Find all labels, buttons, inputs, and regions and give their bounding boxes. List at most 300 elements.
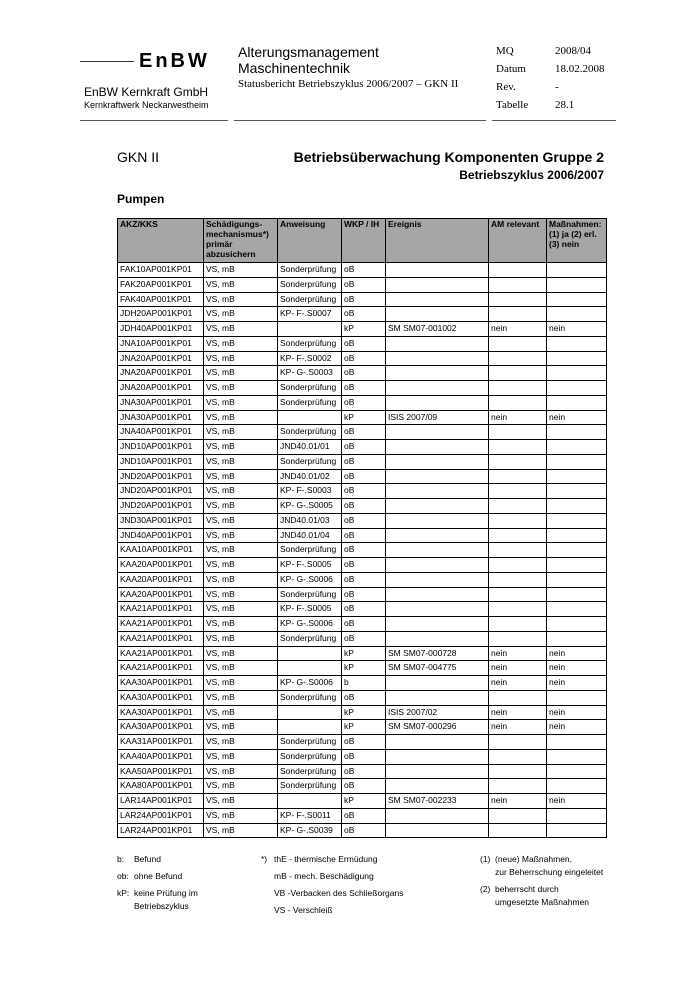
table-cell: JND20AP001KP01 [118, 469, 204, 484]
table-cell [489, 469, 547, 484]
table-cell: JND20AP001KP01 [118, 484, 204, 499]
table-cell: KP- G-.S0003 [278, 366, 342, 381]
table-cell [386, 513, 489, 528]
table-cell: JND20AP001KP01 [118, 499, 204, 514]
table-cell: nein [547, 661, 607, 676]
table-cell: oB [342, 499, 386, 514]
table-cell: Sonderprüfung [278, 292, 342, 307]
document-title [238, 44, 379, 76]
table-cell: JND40.01/03 [278, 513, 342, 528]
table-cell [489, 602, 547, 617]
table-cell: JND40.01/02 [278, 469, 342, 484]
table-cell [386, 440, 489, 455]
table-row [118, 779, 607, 794]
table-row [118, 292, 607, 307]
table-cell [386, 764, 489, 779]
table-cell: Sonderprüfung [278, 735, 342, 750]
table-row [118, 366, 607, 381]
table-cell: Sonderprüfung [278, 779, 342, 794]
table-cell: Sonderprüfung [278, 395, 342, 410]
table-cell [386, 823, 489, 838]
table-cell [489, 336, 547, 351]
table-cell [547, 602, 607, 617]
table-cell: oB [342, 749, 386, 764]
table-cell: nein [547, 705, 607, 720]
legend-text-line: beherrscht durch [495, 884, 559, 894]
table-row [118, 410, 607, 425]
meta-label: Tabelle [496, 99, 529, 111]
table-cell [278, 646, 342, 661]
table-row [118, 572, 607, 587]
table-cell: oB [342, 469, 386, 484]
table-cell [547, 440, 607, 455]
table-cell: oB [342, 617, 386, 632]
table-cell: oB [342, 381, 386, 396]
table-cell: SM SM07-002233 [386, 794, 489, 809]
table-cell [547, 277, 607, 292]
table-cell [547, 823, 607, 838]
meta-value: 28.1 [555, 99, 575, 111]
table-cell: KAA20AP001KP01 [118, 558, 204, 573]
table-cell: nein [489, 410, 547, 425]
table-row [118, 263, 607, 278]
legend-item [480, 853, 603, 879]
table-cell: KAA21AP001KP01 [118, 661, 204, 676]
column-header: Maßnahmen: (1) ja (2) erl. (3) nein [547, 219, 607, 263]
table-cell: KP- F-.S0002 [278, 351, 342, 366]
enbw-logo: EnBW [139, 50, 210, 72]
table-cell: nein [547, 646, 607, 661]
table-cell [386, 307, 489, 322]
table-cell [489, 823, 547, 838]
meta-label: MQ [496, 45, 514, 57]
table-cell: KAA50AP001KP01 [118, 764, 204, 779]
table-cell [489, 440, 547, 455]
table-cell: SM SM07-000728 [386, 646, 489, 661]
table-cell [386, 484, 489, 499]
legend-item [261, 887, 403, 900]
table-cell: Sonderprüfung [278, 543, 342, 558]
table-row [118, 676, 607, 691]
table-cell: VS, mB [204, 631, 278, 646]
table-cell: Sonderprüfung [278, 454, 342, 469]
table-cell: oB [342, 779, 386, 794]
table-cell: nein [489, 705, 547, 720]
column-header: Schädigungs-mechanismus*) primär abzusichern [204, 219, 278, 263]
table-cell [547, 749, 607, 764]
table-cell [386, 631, 489, 646]
table-body [118, 263, 607, 838]
legend-text-line: umgesetzte Maßnahmen [495, 897, 590, 907]
table-row [118, 528, 607, 543]
table-cell [489, 543, 547, 558]
table-cell: oB [342, 543, 386, 558]
table-cell: VS, mB [204, 749, 278, 764]
legend-text: Befund [134, 854, 161, 864]
legend-item [261, 870, 403, 883]
table-cell: KAA21AP001KP01 [118, 602, 204, 617]
table-cell: ISIS 2007/09 [386, 410, 489, 425]
legend-item [261, 853, 403, 866]
legend-text-line: keine Prüfung im [134, 888, 198, 898]
table-cell [547, 528, 607, 543]
table-cell: kP [342, 661, 386, 676]
table-cell: oB [342, 631, 386, 646]
header-rule [80, 120, 228, 121]
table-cell: VS, mB [204, 646, 278, 661]
table-row [118, 749, 607, 764]
table-cell [386, 277, 489, 292]
table-row [118, 602, 607, 617]
table-cell [489, 808, 547, 823]
table-cell [547, 425, 607, 440]
meta-value: 18.02.2008 [555, 63, 605, 75]
table-cell [547, 381, 607, 396]
table-cell [489, 779, 547, 794]
table-cell: FAK10AP001KP01 [118, 263, 204, 278]
table-cell: Sonderprüfung [278, 749, 342, 764]
table-cell [386, 263, 489, 278]
document-header [0, 0, 700, 122]
table-row [118, 617, 607, 632]
table-cell [278, 705, 342, 720]
legend-text [134, 887, 198, 913]
table-cell [547, 395, 607, 410]
table-cell: JDH20AP001KP01 [118, 307, 204, 322]
table-row [118, 469, 607, 484]
table-row [118, 454, 607, 469]
table-cell: nein [489, 646, 547, 661]
table-row [118, 720, 607, 735]
table-cell [278, 322, 342, 337]
table-cell: VS, mB [204, 690, 278, 705]
table-cell: VS, mB [204, 277, 278, 292]
table-cell: nein [547, 794, 607, 809]
table-cell: VS, mB [204, 484, 278, 499]
legend-item [117, 853, 198, 866]
table-cell [489, 572, 547, 587]
table-cell: nein [489, 322, 547, 337]
legend-text [495, 883, 589, 909]
table-cell: Sonderprüfung [278, 587, 342, 602]
table-cell [547, 454, 607, 469]
meta-values [555, 42, 605, 114]
table-cell: VS, mB [204, 307, 278, 322]
table-cell: VS, mB [204, 499, 278, 514]
plant-name: Kernkraftwerk Neckarwestheim [84, 100, 209, 110]
table-cell: KAA30AP001KP01 [118, 720, 204, 735]
table-cell: ISIS 2007/02 [386, 705, 489, 720]
table-cell [386, 454, 489, 469]
table-cell: oB [342, 602, 386, 617]
legend-item [480, 883, 603, 909]
table-cell: JNA20AP001KP01 [118, 366, 204, 381]
table-cell: KAA30AP001KP01 [118, 690, 204, 705]
table-cell: VS, mB [204, 322, 278, 337]
section-title: Betriebsüberwachung Komponenten Gruppe 2 [293, 149, 604, 165]
table-cell: oB [342, 277, 386, 292]
table-cell [489, 631, 547, 646]
table-cell: KP- G-.S0006 [278, 676, 342, 691]
unit-label: GKN II [117, 149, 160, 165]
table-cell: VS, mB [204, 469, 278, 484]
table-cell: nein [489, 676, 547, 691]
table-row [118, 808, 607, 823]
table-row [118, 794, 607, 809]
table-cell: KAA30AP001KP01 [118, 676, 204, 691]
table-cell: KAA21AP001KP01 [118, 631, 204, 646]
table-cell: oB [342, 808, 386, 823]
table-cell: JNA20AP001KP01 [118, 351, 204, 366]
table-cell: VS, mB [204, 705, 278, 720]
table-cell: SM SM07-000296 [386, 720, 489, 735]
table-cell [547, 558, 607, 573]
table-cell [386, 735, 489, 750]
column-header: Ereignis [386, 219, 489, 263]
table-cell: VS, mB [204, 572, 278, 587]
table-cell: nein [547, 410, 607, 425]
table-cell [386, 336, 489, 351]
table-row [118, 336, 607, 351]
table-row [118, 381, 607, 396]
table-cell: KAA20AP001KP01 [118, 572, 204, 587]
table-row [118, 307, 607, 322]
table-cell [489, 307, 547, 322]
legend-text: VS - Verschleiß [274, 905, 333, 915]
table-row [118, 277, 607, 292]
table-cell [278, 661, 342, 676]
table-row [118, 484, 607, 499]
legend-text-line: Betriebszyklus [134, 901, 189, 911]
legend-key: (2) [480, 884, 491, 894]
table-cell: KAA40AP001KP01 [118, 749, 204, 764]
legend-text-line: (neue) Maßnahmen, [495, 854, 573, 864]
table-cell: KP- F-.S0005 [278, 558, 342, 573]
table-cell: VS, mB [204, 543, 278, 558]
table-row [118, 425, 607, 440]
column-header: AKZ/KKS [118, 219, 204, 263]
table-cell: JDH40AP001KP01 [118, 322, 204, 337]
table-row [118, 735, 607, 750]
table-row [118, 690, 607, 705]
table-cell: KP- F-.S0007 [278, 307, 342, 322]
table-cell: KP- F-.S0011 [278, 808, 342, 823]
table-cell [386, 749, 489, 764]
table-cell: VS, mB [204, 440, 278, 455]
table-cell: KAA20AP001KP01 [118, 587, 204, 602]
table-cell: VS, mB [204, 617, 278, 632]
table-cell [386, 528, 489, 543]
table-cell: KP- G-.S0006 [278, 617, 342, 632]
table-cell: VS, mB [204, 410, 278, 425]
table-cell: Sonderprüfung [278, 425, 342, 440]
table-cell: oB [342, 454, 386, 469]
table-cell: JND40.01/01 [278, 440, 342, 455]
table-cell [278, 720, 342, 735]
table-cell: JNA30AP001KP01 [118, 410, 204, 425]
column-header: WKP / IH [342, 219, 386, 263]
table-cell: Sonderprüfung [278, 690, 342, 705]
table-cell [386, 602, 489, 617]
legend-text: mB - mech. Beschädigung [274, 871, 374, 881]
table-cell: JNA30AP001KP01 [118, 395, 204, 410]
table-cell: VS, mB [204, 381, 278, 396]
table-cell: VS, mB [204, 454, 278, 469]
table-row [118, 322, 607, 337]
table-row [118, 705, 607, 720]
table-cell: kP [342, 646, 386, 661]
table-cell [547, 484, 607, 499]
table-cell [386, 425, 489, 440]
table-cell [547, 587, 607, 602]
table-cell: JNA10AP001KP01 [118, 336, 204, 351]
table-cell [489, 277, 547, 292]
table-cell: VS, mB [204, 602, 278, 617]
table-row [118, 499, 607, 514]
table-cell: oB [342, 484, 386, 499]
table-cell: KP- F-.S0003 [278, 484, 342, 499]
legend-measures [480, 853, 603, 909]
table-cell [489, 454, 547, 469]
table-cell: VS, mB [204, 395, 278, 410]
document-subtitle: Statusbericht Betriebszyklus 2006/2007 – GKN II [238, 78, 459, 90]
table-row [118, 764, 607, 779]
table-cell [489, 587, 547, 602]
table-cell [386, 469, 489, 484]
table-cell: oB [342, 513, 386, 528]
table-cell: JND40AP001KP01 [118, 528, 204, 543]
legend-text: VB -Verbacken des Schließorgans [274, 888, 404, 898]
table-cell: JND40.01/04 [278, 528, 342, 543]
table-cell [547, 735, 607, 750]
table-row [118, 661, 607, 676]
table-cell: LAR24AP001KP01 [118, 808, 204, 823]
table-cell [547, 543, 607, 558]
table-cell: JNA40AP001KP01 [118, 425, 204, 440]
table-cell: Sonderprüfung [278, 764, 342, 779]
table-cell: VS, mB [204, 823, 278, 838]
table-cell [386, 676, 489, 691]
table-cell: Sonderprüfung [278, 277, 342, 292]
table-cell: KP- F-.S0005 [278, 602, 342, 617]
table-cell: oB [342, 823, 386, 838]
table-cell: oB [342, 307, 386, 322]
legend-text: thE - thermische Ermüdung [274, 854, 378, 864]
table-cell: nein [547, 720, 607, 735]
table-row [118, 395, 607, 410]
table-cell [489, 528, 547, 543]
table-cell [489, 425, 547, 440]
table-cell: oB [342, 440, 386, 455]
table-cell: KAA80AP001KP01 [118, 779, 204, 794]
table-cell [386, 779, 489, 794]
legend-key: kP: [117, 888, 130, 898]
table-cell: nein [547, 676, 607, 691]
legend-text-line: zur Beherrschung eingeleitet [495, 867, 604, 877]
legend-key: ob: [117, 871, 129, 881]
logo-line [80, 61, 134, 62]
table-cell: oB [342, 735, 386, 750]
meta-labels [496, 42, 528, 114]
table-cell [386, 572, 489, 587]
table-cell: JND30AP001KP01 [118, 513, 204, 528]
table-cell: KP- G-.S0006 [278, 572, 342, 587]
meta-label: Datum [496, 63, 526, 75]
table-cell: oB [342, 292, 386, 307]
table-cell [547, 366, 607, 381]
table-cell [489, 484, 547, 499]
legend-text: ohne Befund [134, 871, 183, 881]
meta-label: Rev. [496, 81, 516, 93]
table-cell [547, 779, 607, 794]
table-row [118, 351, 607, 366]
legend-mechanisms [261, 853, 403, 917]
table-cell [386, 543, 489, 558]
table-cell: KAA10AP001KP01 [118, 543, 204, 558]
table-cell: VS, mB [204, 425, 278, 440]
table-cell [489, 381, 547, 396]
legend-item [117, 887, 198, 913]
table-cell [547, 513, 607, 528]
table-cell: SM SM07-001002 [386, 322, 489, 337]
table-cell: oB [342, 366, 386, 381]
table-cell: VS, mB [204, 558, 278, 573]
section-cycle: Betriebszyklus 2006/2007 [459, 168, 604, 182]
table-cell: VS, mB [204, 720, 278, 735]
table-cell: oB [342, 572, 386, 587]
table-cell: KAA21AP001KP01 [118, 646, 204, 661]
table-cell: FAK40AP001KP01 [118, 292, 204, 307]
table-cell: Sonderprüfung [278, 336, 342, 351]
legend-abbreviations [117, 853, 198, 913]
table-row [118, 558, 607, 573]
table-cell: VS, mB [204, 351, 278, 366]
table-cell [547, 336, 607, 351]
table-cell: kP [342, 705, 386, 720]
table-cell: Sonderprüfung [278, 631, 342, 646]
table-cell: oB [342, 558, 386, 573]
legend-item [261, 904, 403, 917]
table-cell: VS, mB [204, 336, 278, 351]
table-cell [547, 764, 607, 779]
table-cell: VS, mB [204, 528, 278, 543]
table-cell: LAR14AP001KP01 [118, 794, 204, 809]
table-row [118, 646, 607, 661]
table-cell: oB [342, 336, 386, 351]
table-cell: JND10AP001KP01 [118, 440, 204, 455]
meta-value: 2008/04 [555, 45, 592, 57]
table-row [118, 440, 607, 455]
table-cell [547, 307, 607, 322]
table-cell: VS, mB [204, 764, 278, 779]
table-cell [386, 381, 489, 396]
table-cell [547, 572, 607, 587]
table-cell [489, 395, 547, 410]
legend-text [495, 853, 603, 879]
table-cell: KAA21AP001KP01 [118, 617, 204, 632]
table-cell [489, 292, 547, 307]
table-cell: oB [342, 395, 386, 410]
table-cell: VS, mB [204, 779, 278, 794]
header-rule [492, 120, 616, 121]
table-cell [489, 558, 547, 573]
table-cell: kP [342, 720, 386, 735]
column-header: AM relevant [489, 219, 547, 263]
legend-key: (1) [480, 854, 491, 864]
table-row [118, 587, 607, 602]
table-cell: SM SM07-004775 [386, 661, 489, 676]
table-cell: nein [489, 661, 547, 676]
